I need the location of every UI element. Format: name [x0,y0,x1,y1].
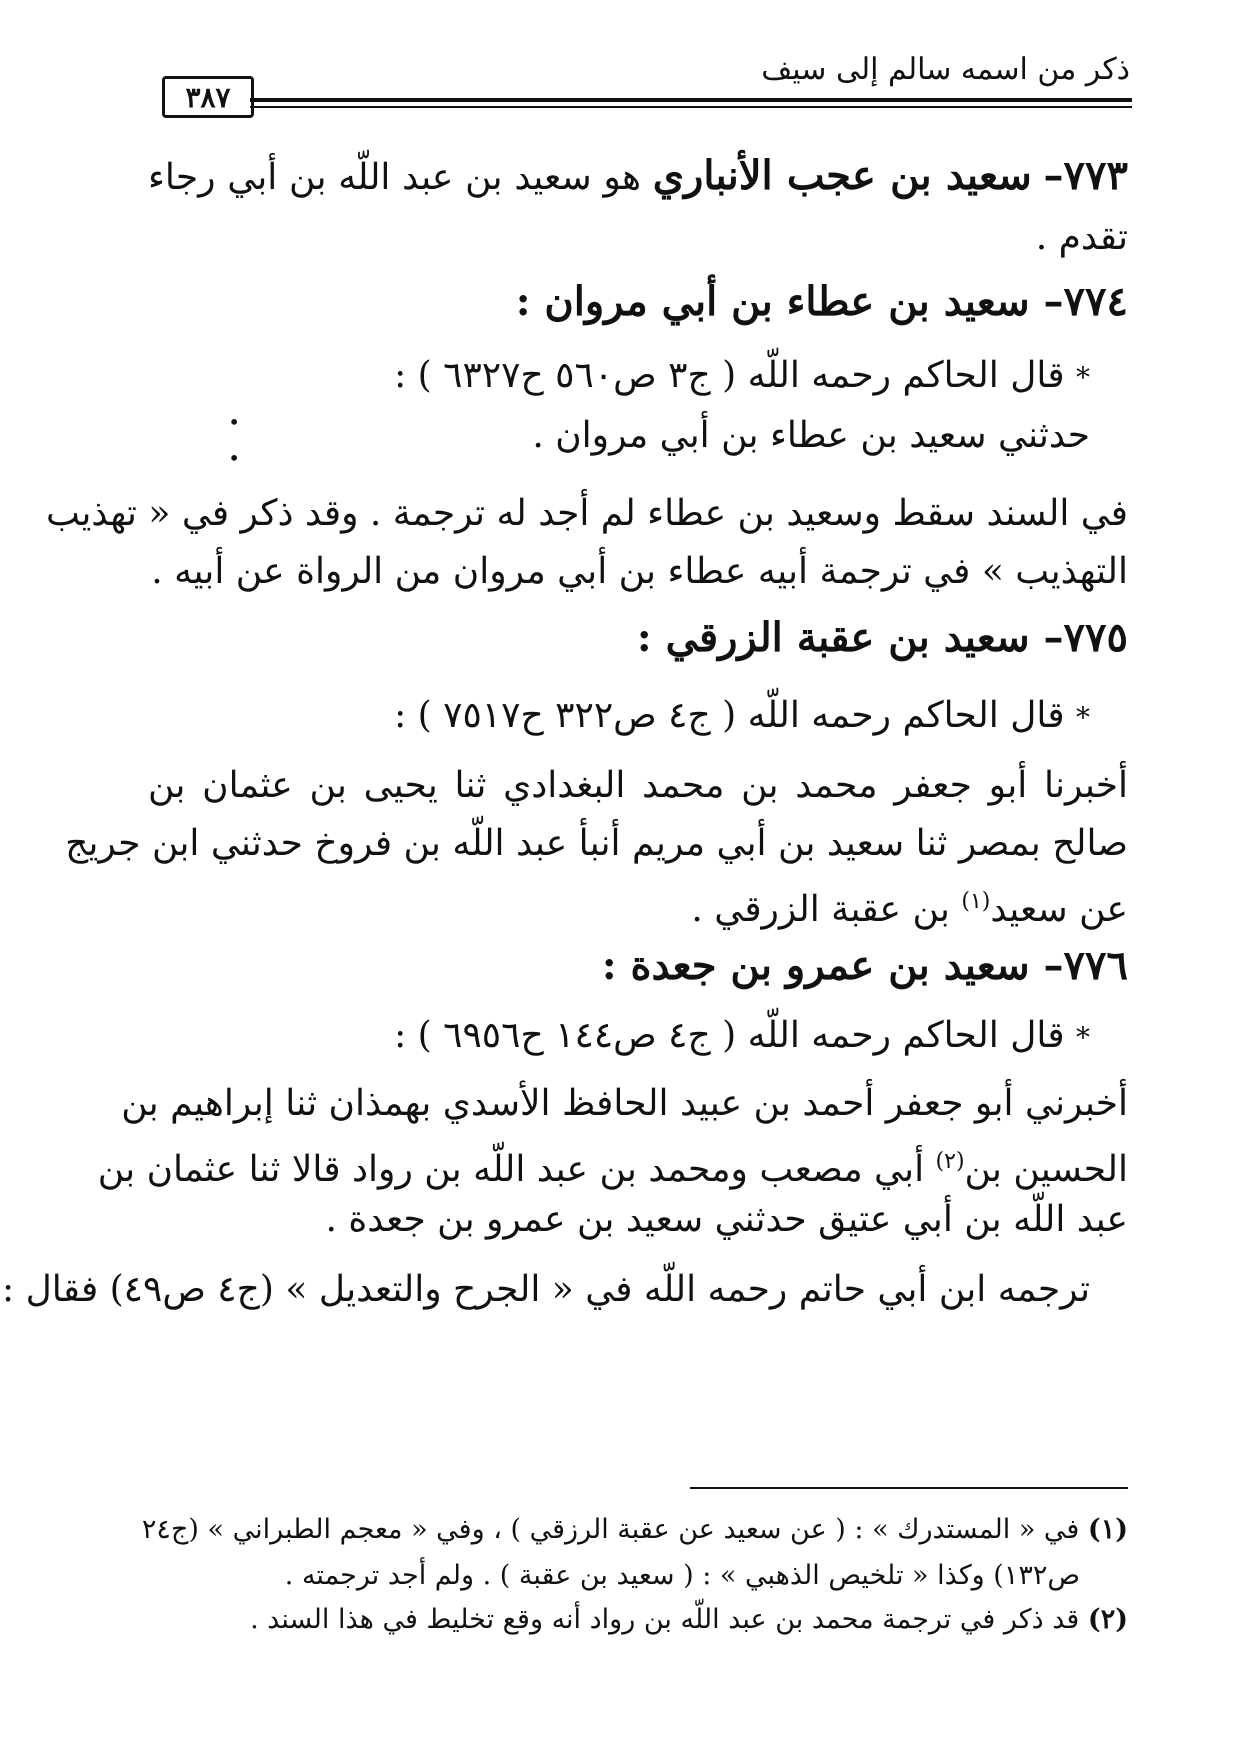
footnote-1-line-1 [141,1510,1128,1550]
footnote-ref-2: (٢) [935,1149,965,1174]
entry-776-text-line-3: عبد اللّه بن أبي عتيق حدثني سعيد بن عمرو بن جعدة . [325,1199,1128,1240]
entry-776-text-line-2 [97,1136,1128,1196]
entry-774-citation [394,350,1090,404]
entry-773-line-1 [148,150,1128,204]
footnote-1-text: في « المستدرك » : ( عن سعيد عن عقبة الرزقي ) ، وفي « معجم الطبراني » (ج٢٤ [141,1514,1080,1545]
entry-775-text-line-3 [691,876,1128,936]
entry-776-citation [394,1010,1090,1064]
citation-text: قال الحاكم رحمه اللّه ( ج٣ ص٥٦٠ ح٦٣٢٧ ) : [394,355,1065,396]
page-number: ٣٨٧ [162,76,254,118]
text-span: عن سعيد [990,889,1128,930]
text-span: الحسين بن [964,1149,1128,1190]
running-header-title: ذكر من اسمه سالم إلى سيف [761,52,1130,87]
entry-774-note-line-2: التهذيب » في ترجمة أبيه عطاء بن أبي مروان من الرواة عن أبيه . [151,551,1128,592]
header-rule-thin [250,106,1132,108]
footnote-2-number: (٢) [1087,1604,1128,1635]
footnote-2-text: قد ذكر في ترجمة محمد بن عبد اللّه بن رواد أنه وقع تخليط في هذا السند . [250,1604,1080,1635]
entry-774-heading: ٧٧٤– سعيد بن عطاء بن أبي مروان : [515,278,1128,325]
entry-775-text-line-1: أخبرنا أبو جعفر محمد بن محمد البغدادي ثنا يحيى بن عثمان بن [148,765,1128,806]
entry-773-text: هو سعيد بن عبد اللّه بن أبي رجاء [148,157,641,198]
entry-775-citation [394,690,1090,744]
entry-774-narration: حدثني سعيد بن عطاء بن أبي مروان . [532,415,1090,456]
entry-776-heading: ٧٧٦– سعيد بن عمرو بن جعدة : [601,942,1128,989]
text-span: أبي مصعب ومحمد بن عبد اللّه بن رواد قالا ثنا عثمان بن [97,1149,936,1190]
star-marker: * [1076,701,1090,734]
star-marker: * [1076,1021,1090,1054]
entry-773-line-2: تقدم . [1035,217,1128,258]
entry-773-number: ٧٧٣– [1043,152,1128,199]
entry-776-text-line-4: ترجمه ابن أبي حاتم رحمه اللّه في « الجرح والتعديل » (ج٤ ص٤٩) فقال : [2,1269,1090,1310]
footnote-1-line-2: ص١٣٢) وكذا « تلخيص الذهبي » : ( سعيد بن عقبة ) . ولم أجد ترجمته . [284,1560,1080,1591]
entry-774-note-line-1: في السند سقط وسعيد بن عطاء لم أجد له ترجمة . وقد ذكر في « تهذيب [46,493,1128,534]
bullet-dot-bottom: • [228,446,240,470]
text-span: بن عقبة الزرقي . [691,889,962,930]
citation-text: قال الحاكم رحمه اللّه ( ج٤ ص٣٢٢ ح٧٥١٧ ) : [394,695,1065,736]
footnote-ref-1: (١) [961,889,991,914]
star-marker: * [1076,361,1090,394]
bullet-dot-top: • [228,410,240,434]
footnote-1-number: (١) [1087,1514,1128,1545]
header-rule-thick [250,98,1132,102]
entry-776-text-line-1: أخبرني أبو جعفر أحمد بن عبيد الحافظ الأسدي بهمذان ثنا إبراهيم بن [121,1083,1128,1124]
citation-text: قال الحاكم رحمه اللّه ( ج٤ ص١٤٤ ح٦٩٥٦ ) : [394,1015,1065,1056]
entry-773-name: سعيد بن عجب الأنباري [652,152,1032,199]
entry-775-text-line-2: صالح بمصر ثنا سعيد بن أبي مريم أنبأ عبد اللّه بن فروخ حدثني ابن جريج [65,823,1128,864]
entry-775-heading: ٧٧٥– سعيد بن عقبة الزرقي : [636,614,1128,661]
footnote-separator [690,1487,1128,1489]
footnote-2 [250,1600,1128,1640]
